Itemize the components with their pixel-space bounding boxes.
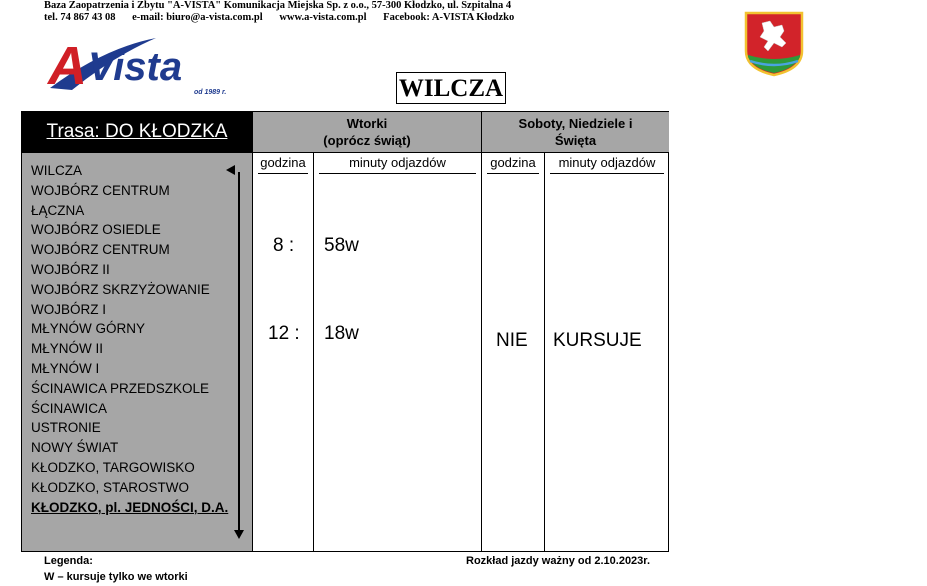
departure-minutes: 58w — [324, 235, 359, 256]
stop-name: WOJBÓRZ CENTRUM — [31, 242, 170, 258]
svg-text:Vista: Vista — [88, 45, 183, 89]
direction-arrow-down-icon — [234, 530, 244, 539]
stop-title: WILCZA — [396, 72, 506, 104]
stop-name: ŁĄCZNA — [31, 202, 85, 218]
email-address: e-mail: biuro@a-vista.com.pl — [132, 12, 263, 23]
stop-name: NOWY ŚWIAT — [31, 440, 119, 456]
stop-name: ŚCINAWICA — [31, 400, 108, 416]
stop-name: KŁODZKO, TARGOWISKO — [31, 460, 195, 475]
weekend-hour-column — [481, 152, 544, 551]
phone-number: tel. 74 867 43 08 — [44, 12, 116, 23]
svg-text:A: A — [48, 36, 87, 96]
stop-name: MŁYNÓW GÓRNY — [31, 321, 146, 337]
stop-name: WOJBÓRZ I — [31, 301, 106, 317]
no-service-note: NIE — [496, 330, 528, 351]
departure-hour: 12 : — [268, 323, 300, 344]
tuesday-header: Wtorki (oprócz świąt) — [252, 112, 481, 152]
legend-title: Legenda: — [44, 555, 93, 567]
weekend-header: Soboty, Niedziele i Święta — [481, 112, 669, 152]
stop-name: ŚCINAWICA PRZEDSZKOLE — [31, 380, 210, 396]
stop-name: WOJBÓRZ OSIEDLE — [31, 222, 161, 238]
stop-name: WOJBÓRZ SKRZYŻOWANIE — [31, 281, 210, 297]
stop-name: MŁYNÓW I — [31, 361, 100, 376]
stop-name: WOJBÓRZ CENTRUM — [31, 182, 170, 198]
validity-note: Rozkład jazdy ważny od 2.10.2023r. — [466, 555, 651, 567]
minutes-header: minuty odjazdów — [319, 153, 476, 174]
tuesday-minutes-column — [313, 152, 481, 551]
stop-name: WOJBÓRZ II — [31, 262, 110, 277]
legend-item: W – kursuje tylko we wtorki — [44, 571, 188, 583]
no-service-note: KURSUJE — [553, 330, 642, 351]
avista-logo — [44, 30, 254, 98]
current-stop-arrow-icon — [226, 165, 235, 175]
weekend-minutes-column — [544, 152, 669, 551]
timetable — [21, 111, 669, 552]
route-direction-line — [238, 172, 240, 535]
hour-header: godzina — [258, 153, 308, 174]
departure-hour: 8 : — [273, 235, 295, 256]
logo-tagline: od 1989 r. — [194, 89, 227, 96]
stop-name: MŁYNÓW II — [31, 341, 104, 357]
stop-name: WILCZA — [31, 163, 83, 178]
departure-minutes: 18w — [324, 323, 359, 344]
coat-of-arms-lion-icon — [744, 11, 804, 77]
facebook-link[interactable]: Facebook: A-VISTA Kłodzko — [383, 12, 515, 23]
stop-name: KŁODZKO, STAROSTWO — [31, 479, 190, 495]
company-info-line: Baza Zaopatrzenia i Zbytu "A-VISTA" Komunikacja Miejska Sp. z o.o., 57-300 Kłodzko, ul. Szpitalna 4 — [44, 0, 512, 11]
stop-name: USTRONIE — [31, 420, 101, 436]
route-title: Trasa: DO KŁODZKA — [22, 112, 252, 152]
contact-info-line — [44, 12, 528, 23]
website-link[interactable]: www.a-vista.com.pl — [279, 12, 367, 23]
stops-list — [22, 152, 252, 551]
stop-name: KŁODZKO, pl. JEDNOŚCI, D.A. — [31, 499, 229, 515]
hour-header: godzina — [487, 153, 539, 174]
minutes-header: minuty odjazdów — [550, 153, 664, 174]
tuesday-hour-column — [252, 152, 313, 551]
